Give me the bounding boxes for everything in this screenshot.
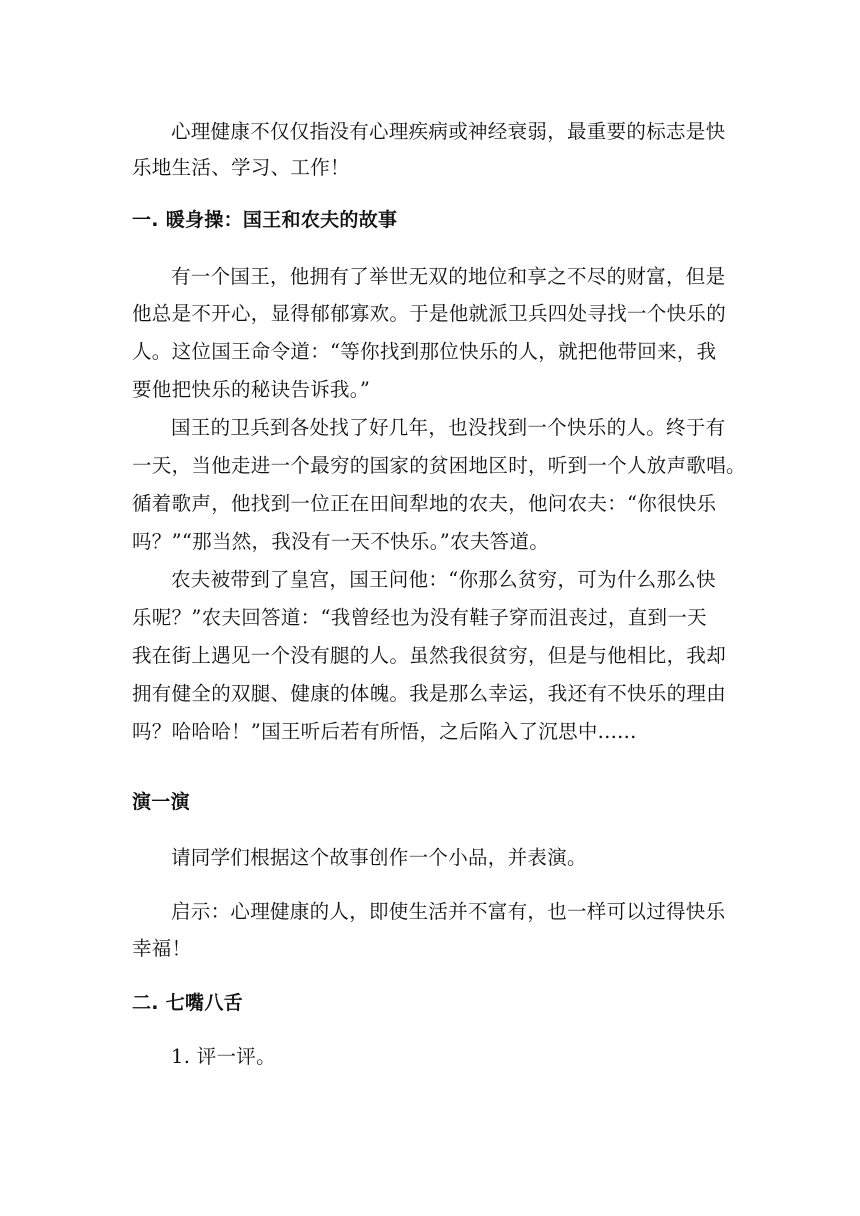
insight-line-2: 幸福！ xyxy=(132,937,192,960)
section-heading-act: 演一演 xyxy=(132,791,190,813)
story-paragraph-1-line-2: 他总是不开心，显得郁郁寡欢。于是他就派卫兵四处寻找一个快乐的 xyxy=(132,302,727,325)
intro-line-2: 乐地生活、学习、工作！ xyxy=(132,156,350,179)
insight-line-1: 启示：心理健康的人，即使生活并不富有，也一样可以过得快乐 xyxy=(171,900,726,923)
story-paragraph-3-line-5: 吗？哈哈哈！”国王听后若有所悟，之后陷入了沉思中...... xyxy=(132,720,637,743)
story-paragraph-3-line-2: 乐呢？”农夫回答道：“我曾经也为没有鞋子穿而沮丧过，直到一天 xyxy=(132,606,707,629)
story-paragraph-2-line-3: 循着歌声，他找到一位正在田间犁地的农夫，他问农夫：“你很快乐 xyxy=(132,492,717,515)
story-paragraph-2-line-4: 吗？”“那当然，我没有一天不快乐。”农夫答道。 xyxy=(132,530,550,553)
section-heading-discussion: 二. 七嘴八舌 xyxy=(132,992,243,1014)
story-paragraph-2-line-1: 国王的卫兵到各处找了好几年，也没找到一个快乐的人。终于有 xyxy=(171,416,726,439)
story-paragraph-1-line-1: 有一个国王，他拥有了举世无双的地位和享之不尽的财富，但是 xyxy=(171,265,726,288)
story-paragraph-3-line-4: 拥有健全的双腿、健康的体魄。我是那么幸运，我还有不快乐的理由 xyxy=(132,682,727,705)
intro-line-1: 心理健康不仅仅指没有心理疾病或神经衰弱，最重要的标志是快 xyxy=(171,120,726,143)
story-paragraph-3-line-3: 我在街上遇见一个没有腿的人。虽然我很贫穷，但是与他相比，我却 xyxy=(132,644,727,667)
story-paragraph-1-line-3: 人。这位国王命令道：“等你找到那位快乐的人，就把他带回来，我 xyxy=(132,340,717,363)
act-instruction: 请同学们根据这个故事创作一个小品，并表演。 xyxy=(171,846,587,869)
story-paragraph-2-line-2: 一天，当他走进一个最穷的国家的贫困地区时，听到一个人放声歌唱。 xyxy=(132,454,746,477)
discussion-item-1: 1. 评一评。 xyxy=(171,1045,276,1068)
story-paragraph-1-line-4: 要他把快乐的秘诀告诉我。” xyxy=(132,378,371,401)
section-heading-warmup: 一. 暖身操：国王和农夫的故事 xyxy=(132,209,398,231)
story-paragraph-3-line-1: 农夫被带到了皇宫，国王问他：“你那么贫穷，可为什么那么快 xyxy=(171,568,716,591)
